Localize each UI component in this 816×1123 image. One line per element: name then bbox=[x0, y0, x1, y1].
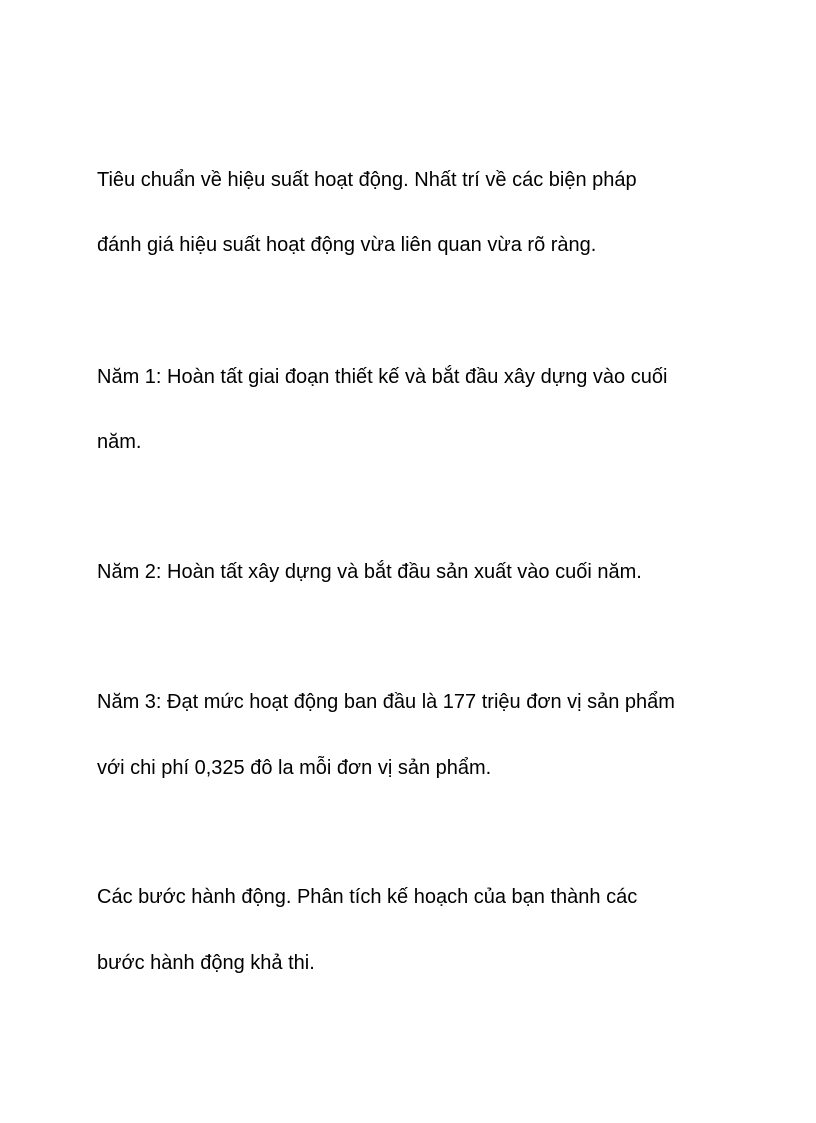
text-line: Các bước hành động. Phân tích kế hoạch của bạn thành các bbox=[97, 886, 638, 908]
text-line: đánh giá hiệu suất hoạt động vừa liên quan vừa rõ ràng. bbox=[97, 234, 597, 256]
text-line: năm. bbox=[97, 431, 142, 453]
text-line: Năm 1: Hoàn tất giai đoạn thiết kế và bắt đầu xây dựng vào cuối bbox=[97, 366, 668, 388]
text-line: với chi phí 0,325 đô la mỗi đơn vị sản phẩm. bbox=[97, 757, 492, 779]
text-line: Năm 3: Đạt mức hoạt động ban đầu là 177 triệu đơn vị sản phẩm bbox=[97, 691, 675, 713]
text-line: Năm 2: Hoàn tất xây dựng và bắt đầu sản xuất vào cuối năm. bbox=[97, 561, 642, 583]
text-line: Tiêu chuẩn về hiệu suất hoạt động. Nhất trí về các biện pháp bbox=[97, 169, 637, 191]
text-line: bước hành động khả thi. bbox=[97, 952, 315, 974]
